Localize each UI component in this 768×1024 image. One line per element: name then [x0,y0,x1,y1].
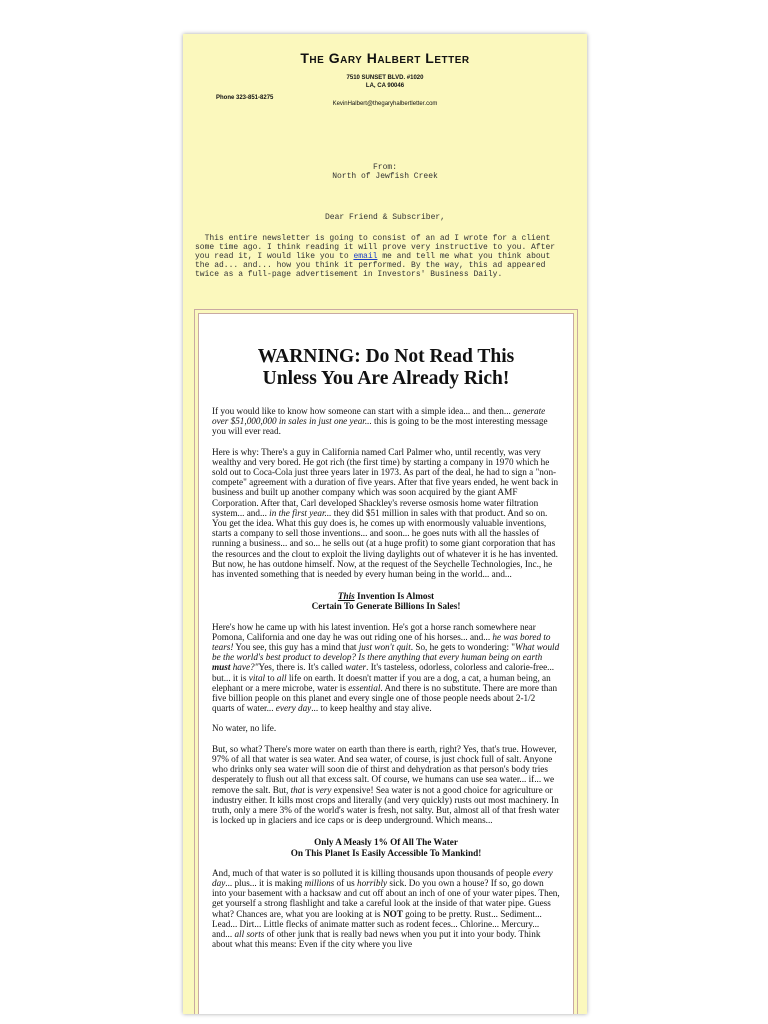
intro-line: the ad... and... how you think it performed. By the way, this ad appeared [195,261,546,270]
from-place: North of Jewfish Creek [332,172,438,181]
paragraph-2 [212,447,560,580]
advertisement-body[interactable] [198,313,574,1014]
text: ... to keep healthy and stay alive. [311,703,432,714]
emphasis: all sorts [234,928,265,939]
text: of other junk that is really bad news when you put it into your body. Think about what this means: Even if the city where you live [212,928,541,950]
address-line-1: 7510 SUNSET BLVD. #1020 [346,75,424,81]
emphasis: every day [273,703,312,714]
emphasis: all [276,672,287,683]
text: Certain To Generate Billions In Sales! [311,601,461,612]
emphasis: every day [212,867,553,888]
intro-line: twice as a full-page advertisement in Investors' Business Daily. [195,270,503,279]
headline-line-2: Unless You Are Already Rich! [262,368,510,389]
text: of us [334,877,357,888]
emphasis: generate over $51,000,000 in sales in just one year... [212,406,546,427]
text: You see, this guy has a mind that [233,642,357,653]
text: Yes, there is. It's called [258,662,346,673]
newsletter-page [183,34,587,1014]
from-label: From: [372,163,397,172]
from-block [183,163,587,181]
ad-headline [212,346,560,390]
advertisement-frame [194,309,578,1014]
headline-line-1: WARNING: Do Not Read This [257,346,515,367]
emphasis: horribly [356,877,388,888]
emphasis: This [337,591,355,602]
emphasis: just won't quit [356,642,411,653]
text: going to be pretty. Rust... Sediment... Lead... Dirt... Little flecks of animate matter such as rodent feces... Chlorine... Mercury... and... [212,908,542,939]
mailing-address [183,74,587,90]
emphasis: NOT [382,908,403,919]
paragraph-1 [212,406,560,437]
text: Only A Measly 1% Of All The Water [314,837,458,848]
emphasis: What would be the world's best product to develop? Is there anything that every human being on earth [212,642,560,663]
text: But, so what? There's more water on earth than there is earth, right? Yes, that's true. However, 97% of all that water is sea water. And sea water, of course, is just chock full of salt. Anyone who drinks only sea water will soon die of thirst and dehydration as that person's body tries desperately to flush out all that excess salt. Of course, we humans can use sea water... if... we remove the salt. But, [212,743,557,795]
emphasis: very [315,784,332,795]
intro-line: me and tell me what you think about [377,252,551,261]
intro-line: some time ago. I think reading it will prove very instructive to you. After [195,243,556,252]
subheadline-1 [212,591,560,611]
contact-email: KevinHalbert@thegaryhalbertletter.com [332,101,438,107]
address-line-2: LA, CA 90046 [365,83,405,89]
phone-number: Phone 323-851-8275 [216,95,274,101]
subheadline-2 [212,837,560,857]
greeting: Dear Friend & Subscriber, [324,213,446,222]
emphasis: have?" [230,662,259,673]
emphasis: that [290,784,305,795]
text: they did $51 million in sales with that product. And so on. You get the idea. What this guy does is, he comes up with enormously valuable inventions, starts a company to sell those inventions... and soon... he goes nuts with all the hassles of running a business... and so... he sells out (at a huge profit) to some giant corporation that has the resources and the clout to exploit the living daylights out of whatever it is he has invented. But now, he has outdone himself. Now, at the request of the Seychelle Technologies, Inc., he has invented something that is needed by every human being in the world... and... [212,507,558,580]
emphasis: water [345,662,367,673]
text: sick. Do you own a house? If so, go down into your basement with a hacksaw and cut off about an inch of one of your water pipes. Then, get yourself a strong flashlight and take a careful look at the inside of that water pipe. Guess what? Chances are, what you are looking at is [212,877,560,919]
text: . And there is no substitute. There are more than five billion people on this planet and every single one of those people needs about 2-1/2 quarts of water... [212,682,558,714]
text: Here is why: There's a guy in California named Carl Palmer who, until recently, was very wealthy and very bored. He got rich (the first time) by starting a company in 1970 which he sold out to Coca-Cola just three years later in 1973. As part of the deal, he had to sign a "non-compete" agreement with a duration of five years. After that five years ended, he went back in business and built up another company which was soon acquired by the giant AMF Corporation. After that, Carl developed Shackley's reverse osmosis home water filtration system... and... [212,446,559,518]
paragraph-6 [212,868,560,950]
text: Invention Is Almost [354,591,435,602]
text: is [304,784,316,795]
paragraph-3 [212,622,560,714]
intro-paragraph [195,234,577,279]
emphasis: in the first year... [266,507,332,518]
text: to [265,672,277,683]
text: ... plus... it is making [225,877,305,888]
text: Here's how he came up with his latest invention. He's got a horse ranch somewhere near Pomona, California and one day he was out riding one of his horses... and... [212,621,536,642]
text: . So, he gets to wondering: " [410,642,516,653]
text: this is going to be the most interesting message you will ever read. [212,416,548,437]
paragraph-4: No water, no life. [212,723,277,734]
text: . It's tasteless, odorless, colorless and calorie-free... but... it is [212,662,555,683]
intro-line: This entire newsletter is going to consist of an ad I wrote for a client [195,234,551,243]
text: expensive! Sea water is not a good choice for agriculture or industry either. It kills most crops and literally (and very quickly) rusts out most machinery. In truth, only a mere 3% of the world's water is fresh, not salty. But, almost all of that fresh water is locked up in glaciers and ice caps or is deep underground. Which means... [212,784,560,826]
email-link[interactable]: email [353,252,378,261]
emphasis: vital [248,672,266,683]
intro-line: you read it, I would like you to [195,252,354,261]
text: If you would like to know how someone can start with a simple idea... and then... [212,406,511,416]
emphasis: must [212,662,231,673]
text: And, much of that water is so polluted it is killing thousands upon thousands of people [212,867,533,878]
emphasis: he was bored to tears! [212,631,551,653]
emphasis: millions [304,877,335,888]
text: On This Planet Is Easily Accessible To Mankind! [290,847,482,858]
text: life on earth. It doesn't matter if you are a dog, a cat, a human being, an elephant or a mere microbe, water is [212,672,551,693]
newsletter-title: The Gary Halbert Letter [300,50,470,66]
emphasis: essential [348,682,381,693]
paragraph-5 [212,744,560,826]
